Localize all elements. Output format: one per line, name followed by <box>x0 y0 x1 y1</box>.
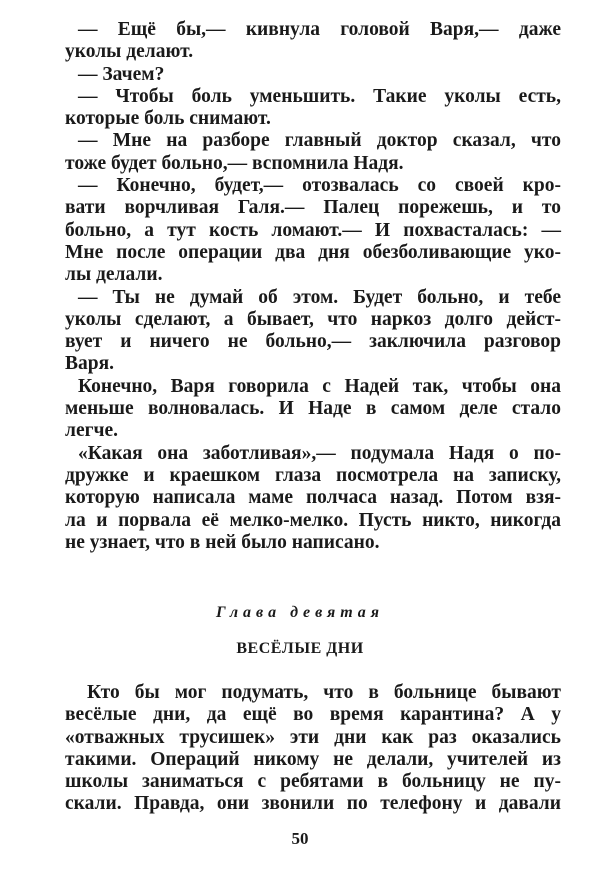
text-line: «Какая она заботливая»,— подумала Надя о по- <box>78 442 561 464</box>
page-number: 50 <box>291 829 309 848</box>
text-line: — Ты не думай об этом. Будет больно, и тебе <box>78 286 561 308</box>
text-block-top <box>65 19 561 554</box>
text-line: скали. Правда, они звонили по телефону и давали <box>65 793 561 815</box>
text-line: Кто бы мог подумать, что в больнице бывают <box>87 682 561 703</box>
text-line: которые боль снимают. <box>65 108 271 130</box>
text-line: тоже будет больно,— вспомнила Надя. <box>65 152 404 174</box>
text-line: Варя. <box>65 353 115 375</box>
text-line: — Чтобы боль уменьшить. Такие уколы есть, <box>78 85 561 107</box>
text-line: лы делали. <box>65 264 163 286</box>
text-block-bottom <box>65 682 561 816</box>
text-line: уколы сделают, а бывает, что наркоз долго дейст- <box>65 308 561 330</box>
text-line: вует и ничего не больно,— заключила разговор <box>65 331 561 353</box>
text-line: Мне после операции два дня обезболивающие уко- <box>65 241 561 263</box>
text-line: не узнает, что в ней было написано. <box>65 531 380 553</box>
text-line: «отважных трусишек» эти дни как раз оказались <box>65 726 561 748</box>
text-line: Конечно, Варя говорила с Надей так, чтобы она <box>78 375 561 397</box>
text-line: ла и порвала её мелко-мелко. Пусть никто, никогда <box>65 509 561 531</box>
text-line: — Конечно, будет,— отозвалась со своей кро- <box>78 175 561 197</box>
text-line: — Мне на разборе главный доктор сказал, что <box>78 130 561 152</box>
text-line: — Зачем? <box>78 63 165 85</box>
text-line: дружке и краешком глаза посмотрела на записку, <box>65 464 561 486</box>
text-line: — Ещё бы,— кивнула головой Варя,— даже <box>78 19 561 40</box>
text-line: школы заниматься с ребятами в больницу не пу- <box>65 771 561 793</box>
text-line: такими. Операций никому не делали, учителей из <box>65 748 561 770</box>
text-line: уколы делают. <box>65 41 194 63</box>
chapter-label: Глава девятая <box>216 604 384 621</box>
text-line: меньше волновалась. И Наде в самом деле стало <box>65 398 561 420</box>
text-line: легче. <box>65 420 118 442</box>
text-line: весёлые дни, да ещё во время карантина? А у <box>65 704 561 726</box>
text-line: которую написала маме полчаса назад. Потом взя- <box>65 487 561 509</box>
text-line: вати ворчливая Галя.— Палец порежешь, и то <box>65 197 561 219</box>
text-line: больно, а тут кость ломают.— И похвасталась: — <box>65 219 561 241</box>
chapter-title: ВЕСЁЛЫЕ ДНИ <box>236 640 364 657</box>
